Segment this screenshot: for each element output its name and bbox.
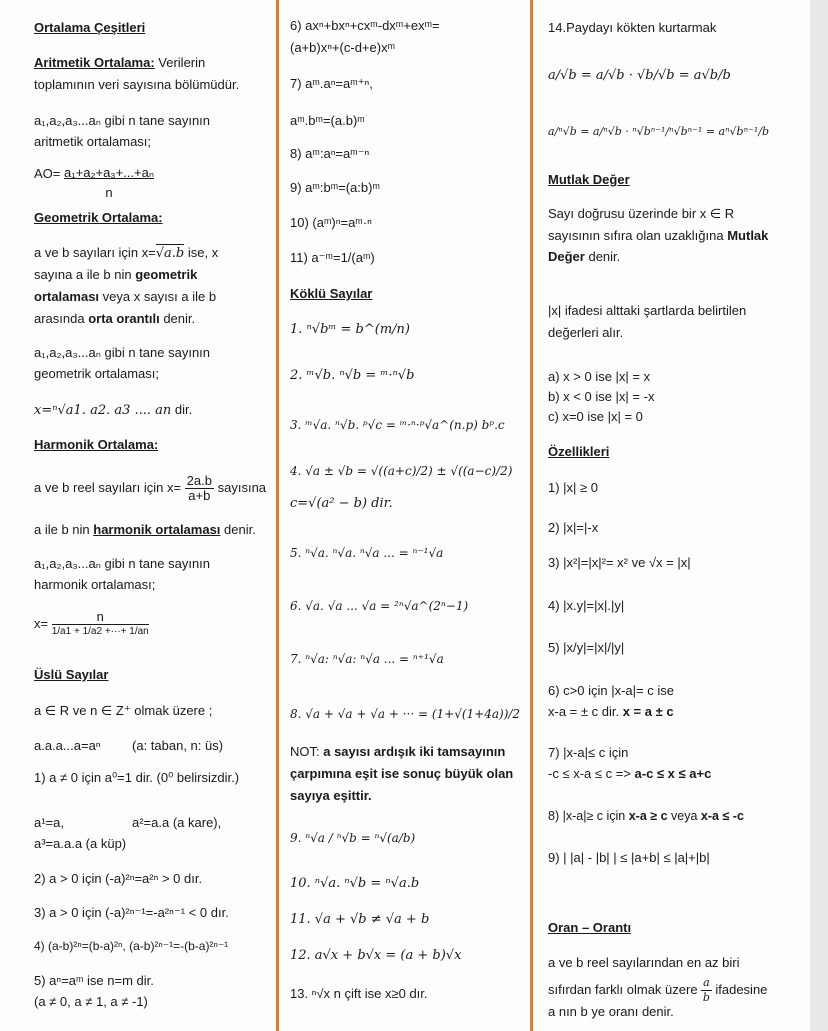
harm-formula: x= $\frac{n}{1/a1 + 1/a2 +\cdot\cdot\cdot+ 1/an}$	[34, 609, 149, 637]
rule-9: 9) aᵐ:bᵐ=(a:b)ᵐ	[290, 180, 380, 195]
uslu-aaa: a.a.a...a=aⁿ	[34, 738, 101, 753]
oran-def-line1: a ve b reel sayılarından en az biri	[548, 955, 740, 970]
mutlak-case-a: a) x > 0 ise |x| = x	[548, 369, 651, 384]
rule-6a: 6) axⁿ+bxⁿ+cxᵐ-dxᵐ+exᵐ=	[290, 18, 440, 33]
ozellik-8: 8) |x-a|≥ c için x-a ≥ c veya x-a ≤ -c	[548, 809, 744, 823]
uslu-a3: a³=a.a.a (a küp)	[34, 836, 127, 851]
uslu-def: a ∈ R ve n ∈ Z⁺ olmak üzere ;	[34, 703, 213, 718]
ozellikleri-heading: Özellikleri	[548, 444, 610, 459]
uslu-sayilar-heading: Üslü Sayılar	[34, 667, 109, 682]
koklu-rule-6: 6. √a. √a ... √a = ²ⁿ√a^(2ⁿ−1)	[290, 599, 469, 613]
koklu-rule-10: 10. ⁿ√a. ⁿ√b = ⁿ√a.b	[290, 876, 420, 891]
harmonik-ortalama-heading: Harmonik Ortalama:	[34, 437, 159, 452]
harm-line1: a ve b reel sayıları için x= $\frac{2a.b}{a+b}$ sayısına	[34, 473, 267, 503]
mutlak-case-b: b) x < 0 ise |x| = -x	[548, 389, 655, 404]
oran-def-line3: a nın b ye oranı denir.	[548, 1004, 674, 1019]
geo-line3: ortalaması veya x sayısı a ile b	[34, 289, 217, 304]
ozellik-4: 4) |x.y|=|x|.|y|	[548, 598, 625, 613]
rule-11: 11) a⁻ᵐ=1/(aᵐ)	[290, 250, 375, 265]
mutlak-case-c: c) x=0 ise |x| = 0	[548, 409, 643, 424]
mutlak-def-line3: Değer denir.	[548, 249, 621, 264]
rule-7: 7) aᵐ.aⁿ=aᵐ⁺ⁿ,	[290, 76, 373, 91]
uslu-rule-1: 1) a ≠ 0 için a⁰=1 dir. (0⁰ belirsizdir.)	[34, 770, 240, 785]
mutlak-cond-line1: |x| ifadesi alttaki şartlarda belirtilen	[548, 303, 747, 318]
aritmetik-seq-line1: a₁,a₂,a₃...aₙ gibi n tane sayının	[34, 113, 211, 128]
ozellik-6b: x-a = ± c dir. x = a ± c	[548, 704, 674, 719]
mutlak-def-line2: sayısının sıfıra olan uzaklığına Mutlak	[548, 228, 769, 243]
uslu-rule-5-condition: (a ≠ 0, a ≠ 1, a ≠ -1)	[34, 994, 148, 1009]
oran-oranti-heading: Oran – Orantı	[548, 920, 632, 935]
geo-line1: a ve b sayıları için x=√a.b ise, x	[34, 245, 219, 261]
column-divider-1	[276, 0, 279, 1031]
ozellik-2: 2) |x|=|-x	[548, 520, 599, 535]
ozellik-7b: -c ≤ x-a ≤ c => a-c ≤ x ≤ a+c	[548, 766, 712, 781]
right-frame-edge	[810, 0, 828, 1031]
geo-formula: x=ⁿ√a1. a2. a3 .... an dir.	[34, 402, 193, 418]
koklu-rule-5: 5. ⁿ√a. ⁿ√a. ⁿ√a ... = ⁿ⁻¹√a	[290, 546, 444, 560]
koklu-rule-7: 7. ⁿ√a: ⁿ√a: ⁿ√a ... = ⁿ⁺¹√a	[290, 652, 444, 666]
ozellik-3: 3) |x²|=|x|²= x² ve √x = |x|	[548, 555, 691, 570]
koklu-rule-4: 4. √a ± √b = √((a+c)/2) ± √((a−c)/2)	[290, 464, 513, 478]
uslu-rule-4: 4) (a-b)²ⁿ=(b-a)²ⁿ, (a-b)²ⁿ⁻¹=-(b-a)²ⁿ⁻¹	[34, 939, 229, 953]
not-line3: sayıya eşittir.	[290, 788, 372, 803]
koklu-rule-13: 13. ⁿ√x n çift ise x≥0 dır.	[290, 986, 428, 1001]
rule-7b: aᵐ.bᵐ=(a.b)ᵐ	[290, 113, 365, 128]
koklu-rule-3: 3. ᵐ√a. ⁿ√b. ᵖ√c = ᵐ·ⁿ·ᵖ√a^(n.p) bᵖ.c	[290, 418, 505, 432]
uslu-aaa-note: (a: taban, n: üs)	[132, 738, 224, 753]
koklu-rule-4b: c=√(a² − b) dir.	[290, 496, 393, 511]
rule-8: 8) aᵐ:aⁿ=aᵐ⁻ⁿ	[290, 146, 370, 161]
geo-line4: arasında orta orantılı denir.	[34, 311, 196, 326]
rule-14: 14.Paydayı kökten kurtarmak	[548, 20, 717, 35]
mutlak-def-line1: Sayı doğrusu üzerinde bir x ∈ R	[548, 206, 735, 221]
ozellik-1: 1) |x| ≥ 0	[548, 480, 599, 495]
koklu-rule-9: 9. ⁿ√a / ⁿ√b = ⁿ√(a/b)	[290, 831, 416, 845]
aritmetik-def-line1: Aritmetik Ortalama: Verilerin	[34, 55, 206, 70]
geo-seq-line1: a₁,a₂,a₃...aₙ gibi n tane sayının	[34, 345, 211, 360]
ozellik-5: 5) |x/y|=|x|/|y|	[548, 640, 625, 655]
mutlak-cond-line2: değerleri alır.	[548, 325, 624, 340]
ozellik-9: 9) | |a| - |b| | ≤ |a+b| ≤ |a|+|b|	[548, 850, 710, 865]
harm-seq-line2: harmonik ortalaması;	[34, 577, 156, 592]
ao-formula: AO= $\frac{\text{a₁+a₂+a₃+...+aₙ}}{n}$	[34, 165, 155, 200]
aritmetik-seq-line2: aritmetik ortalaması;	[34, 134, 152, 149]
ortalama-cesitleri-heading: Ortalama Çeşitleri	[34, 20, 146, 35]
koklu-rule-1: 1. ⁿ√bᵐ = b^(m/n)	[290, 322, 410, 337]
koklu-rule-12: 12. a√x + b√x = (a + b)√x	[290, 948, 462, 963]
koklu-sayilar-heading: Köklü Sayılar	[290, 286, 373, 301]
uslu-rule-3: 3) a > 0 için (-a)²ⁿ⁻¹=-a²ⁿ⁻¹ < 0 dır.	[34, 905, 229, 920]
uslu-rule-2: 2) a > 0 için (-a)²ⁿ=a²ⁿ > 0 dır.	[34, 871, 203, 886]
koklu-rule-11: 11. √a + √b ≠ √a + b	[290, 912, 430, 927]
rule-6b: (a+b)xⁿ+(c-d+e)xᵐ	[290, 40, 396, 55]
koklu-rule-2: 2. ᵐ√b. ⁿ√b = ᵐ·ⁿ√b	[290, 368, 415, 383]
rule-10: 10) (aᵐ)ⁿ=aᵐ·ⁿ	[290, 215, 372, 230]
aritmetik-def-line2: toplamının veri sayısına bölümüdür.	[34, 77, 240, 92]
rationalize-formula-1: a/√b = a/√b · √b/√b = a√b/b	[548, 68, 731, 83]
harm-seq-line1: a₁,a₂,a₃...aₙ gibi n tane sayının	[34, 556, 211, 571]
oran-def-line2: sıfırdan farklı olmak üzere $\frac{a}{b}$ ifadesine	[548, 976, 768, 1004]
not-line1: NOT: a sayısı ardışık iki tamsayının	[290, 744, 506, 759]
column-divider-2	[530, 0, 533, 1031]
geometrik-ortalama-heading: Geometrik Ortalama:	[34, 210, 163, 225]
geo-seq-line2: geometrik ortalaması;	[34, 366, 159, 381]
mutlak-deger-heading: Mutlak Değer	[548, 172, 630, 187]
rationalize-formula-2: a/ⁿ√b = a/ⁿ√b · ⁿ√bⁿ⁻¹/ⁿ√bⁿ⁻¹ = aⁿ√bⁿ⁻¹/b	[548, 125, 770, 138]
uslu-a1: a¹=a,	[34, 815, 64, 830]
ozellik-6a: 6) c>0 için |x-a|= c ise	[548, 683, 674, 698]
aritmetik-ortalama-heading: Aritmetik Ortalama:	[34, 55, 155, 70]
geo-line2: sayına a ile b nin geometrik	[34, 267, 198, 282]
not-line2: çarpımına eşit ise sonuç büyük olan	[290, 766, 514, 781]
ozellik-7a: 7) |x-a|≤ c için	[548, 745, 629, 760]
harm-line2: a ile b nin harmonik ortalaması denir.	[34, 522, 256, 537]
uslu-a2: a²=a.a (a kare),	[132, 815, 222, 830]
koklu-rule-8: 8. √a + √a + √a + ··· = (1+√(1+4a))/2	[290, 707, 521, 721]
uslu-rule-5: 5) aⁿ=aᵐ ise n=m dir.	[34, 973, 154, 988]
